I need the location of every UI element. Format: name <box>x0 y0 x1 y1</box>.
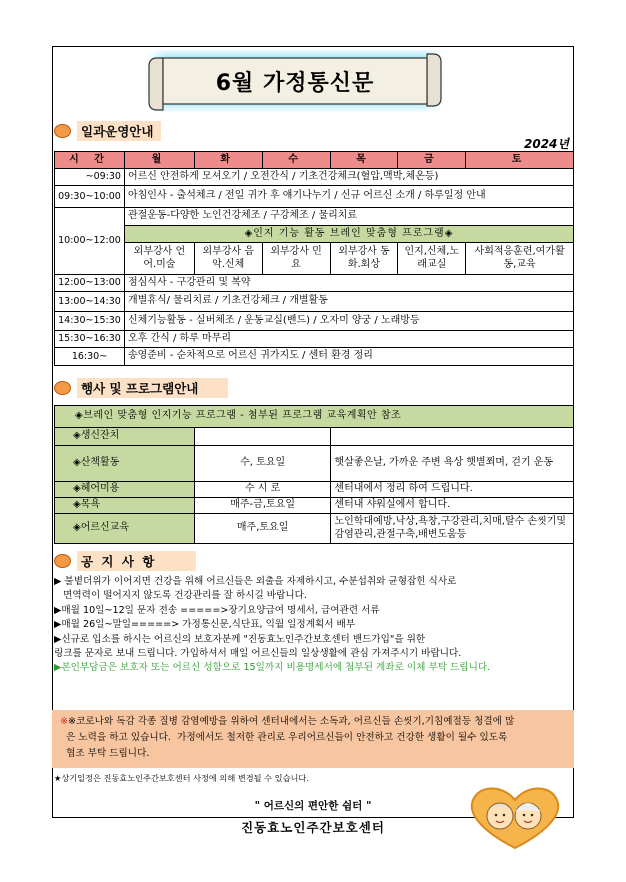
hygiene-notice-line: 협조 부탁 드립니다. <box>60 747 150 759</box>
notice-line: 면역력이 떨어지지 않도록 건강관리를 잘 하시길 바랍니다. <box>54 590 307 602</box>
hygiene-notice-line: ※※코로나와 독감 각종 질병 감염예방을 위하여 센터내에서는 소독과, 어르신들 손씻기,기침예절등 청결에 많 <box>60 716 515 727</box>
table-row <box>55 312 574 331</box>
event-name: ◈헤어미용 <box>55 482 195 498</box>
footer-slogan: " 어르신의 편안한 쉼터 " <box>254 800 372 812</box>
event-when: 매주,토요일 <box>194 514 331 544</box>
table-row <box>55 482 574 498</box>
row-time: 12:00~13:00 <box>55 275 125 292</box>
table-row <box>55 331 574 348</box>
row-text: 송영준비 - 순차적으로 어르신 귀가지도 / 센터 환경 정리 <box>124 348 573 366</box>
orange-circle-icon <box>54 124 71 138</box>
program-sat: 사회적응훈련,여가활동,교육 <box>466 243 574 275</box>
event-name: ◈목욕 <box>55 498 195 514</box>
schedule-change-footnote: ★상기일정은 진동효노인주간보호센터 사정에 의해 변경될 수 있습니다. <box>54 773 309 783</box>
table-row <box>55 275 574 292</box>
program-row <box>55 243 574 275</box>
orange-circle-icon <box>54 381 71 395</box>
center-logo-icon <box>460 782 570 852</box>
table-header-row <box>55 152 574 169</box>
program-wed: 외부강사 민요 <box>262 243 330 275</box>
event-desc: 센터내 샤워실에서 합니다. <box>331 498 574 514</box>
table-row <box>55 428 574 446</box>
header-fri: 금 <box>398 152 466 169</box>
table-row <box>55 498 574 514</box>
event-when: 수, 토요일 <box>194 446 331 482</box>
event-when: 매주-금,토요일 <box>194 498 331 514</box>
table-row <box>55 348 574 366</box>
page-title: 6월 가정통신문 <box>215 71 375 96</box>
orange-circle-icon <box>54 554 71 568</box>
program-mon: 외부강사 언어.미술 <box>124 243 194 275</box>
events-banner: ◈브레인 맞춤형 인지기능 프로그램 - 첨부된 프로그램 교육계획안 참조 <box>55 406 574 428</box>
header-time: 시 간 <box>55 152 125 169</box>
notice-line: ▶본인부담금은 보호자 또는 어르신 성함으로 15일까지 비용명세서에 첨부된 계좌로 이체 부탁 드립니다. <box>54 662 491 674</box>
row-text: 점심식사 - 구강관리 및 복약 <box>124 275 573 292</box>
header-sat: 토 <box>466 152 574 169</box>
event-when: 수 시 로 <box>194 482 331 498</box>
events-banner-row <box>55 406 574 428</box>
program-tue: 외부강사 음악.신체 <box>194 243 262 275</box>
header-wed: 수 <box>262 152 330 169</box>
events-table <box>54 405 574 544</box>
hygiene-notice-line: 은 노력을 하고 있습니다. 가정에서도 철저한 관리로 우리어르신들이 안전하고 건강한 생활이 될수 있도록 <box>60 731 508 743</box>
section-header-notice <box>54 551 196 571</box>
notice-list <box>54 575 490 676</box>
table-row <box>55 208 574 226</box>
row-time: 16:30~ <box>55 348 125 366</box>
row-time: ~09:30 <box>55 169 125 186</box>
section-header-daily <box>54 121 161 141</box>
header-thu: 목 <box>330 152 398 169</box>
event-desc: 햇살좋은날, 가까운 주변 욕상 햇볕쬐며, 걷기 운동 <box>331 446 574 482</box>
event-when <box>194 428 331 446</box>
notice-line: ▶신규로 입소를 하시는 어르신의 보호자분께 "진동효노인주간보호센터 밴드가입"을 위한 <box>54 633 426 645</box>
notice-line: ▶매월 26일~말일=====> 가정통신문,식단표, 익월 일정계획서 배부 <box>54 619 356 631</box>
hygiene-notice-box <box>52 710 574 768</box>
table-row <box>55 186 574 208</box>
table-row <box>55 169 574 186</box>
row-text: 어르신 안전하게 모셔오기 / 오전간식 / 기초건강체크(혈압,맥박,체온등) <box>124 169 573 186</box>
event-name: ◈산책활동 <box>55 446 195 482</box>
row-time: 09:30~10:00 <box>55 186 125 208</box>
row-time: 14:30~15:30 <box>55 312 125 331</box>
event-name: ◈어르신교육 <box>55 514 195 544</box>
row-time: 10:00~12:00 <box>55 208 125 275</box>
hygiene-notice-text: ※코로나와 독감 각종 질병 감염예방을 위하여 센터내에서는 소독과, 어르신들 손씻기,기침예절등 청결에 많 <box>68 716 515 727</box>
section-title-notice: 공 지 사 항 <box>77 551 196 571</box>
row-text: 개별휴식/ 물리치료 / 기초건강체크 / 개별활동 <box>124 292 573 312</box>
program-thu: 외부강사 동화.회상 <box>330 243 398 275</box>
row-text: 신체기능활동 - 실버체조 / 운동교실(밴드) / 오자미 양궁 / 노래방등 <box>124 312 573 331</box>
event-name: ◈생신잔치 <box>55 428 195 446</box>
row-time: 13:00~14:30 <box>55 292 125 312</box>
event-desc: 센터내에서 정리 하여 드립니다. <box>331 482 574 498</box>
program-banner: ◈인지 기능 활동 브레인 맞춤형 프로그램◈ <box>124 226 573 243</box>
notice-line: ▶ 불볕더위가 이어지면 건강을 위해 어르신들은 외출을 자제하시고, 수분섭취와 균형잡힌 식사로 <box>54 576 457 587</box>
table-row <box>55 514 574 544</box>
section-header-events <box>54 378 228 398</box>
program-fri: 인지,신체,노래교실 <box>398 243 466 275</box>
row-time: 15:30~16:30 <box>55 331 125 348</box>
table-row <box>55 292 574 312</box>
title-banner <box>145 50 445 112</box>
program-banner-row <box>55 226 574 243</box>
table-row <box>55 446 574 482</box>
notice-line: ▶매월 10일~12일 문자 전송 =====>장기요양급여 명세서, 급여관련 서류 <box>54 604 380 616</box>
notice-line: 링크를 문자로 보내 드립니다. 가입하셔서 매일 어르신들의 일상생활에 관심 가져주시기 바랍니다. <box>54 647 462 659</box>
row-text: 오후 간식 / 하루 마무리 <box>124 331 573 348</box>
row-text: 관절운동-다양한 노인건강체조 / 구강체조 / 물리치료 <box>124 208 573 226</box>
section-title-daily: 일과운영안내 <box>77 121 161 141</box>
footer-center-name: 진동효노인주간보호센터 <box>241 820 385 835</box>
section-title-events: 행사 및 프로그램안내 <box>77 378 228 398</box>
header-mon: 월 <box>124 152 194 169</box>
event-desc <box>331 428 574 446</box>
row-text: 아침인사 - 출석체크 / 전일 귀가 후 얘기나누기 / 신규 어르신 소개 / 하루일정 안내 <box>124 186 573 208</box>
header-tue: 화 <box>194 152 262 169</box>
event-desc: 노인학대예방,낙상,욕창,구강관리,치매,탈수 손씻기및감염관리,관절구축,배변도움등 <box>331 514 574 544</box>
daily-schedule-table <box>54 151 574 366</box>
year-label: 2024년 <box>524 137 569 151</box>
